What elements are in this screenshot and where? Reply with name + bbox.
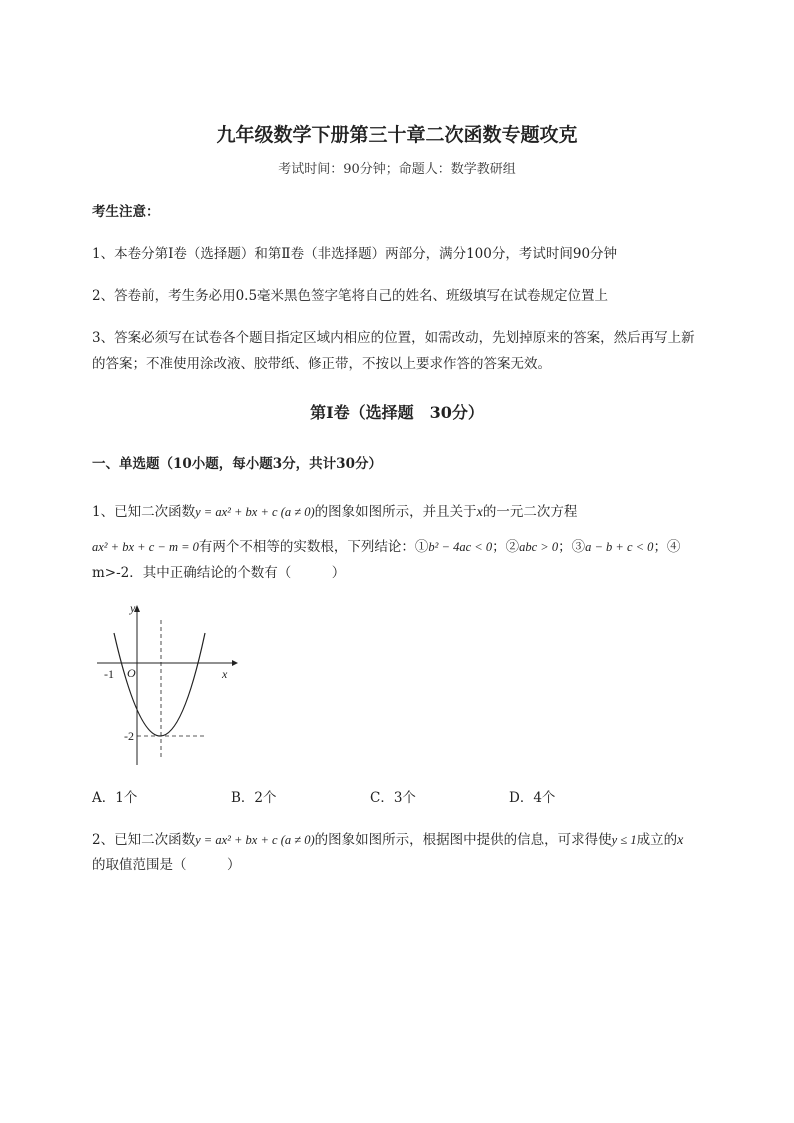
q2-function-formula: y = ax² + bx + c (a ≠ 0): [195, 833, 315, 847]
exam-info: 考试时间：90分钟；命题人：数学教研组: [278, 162, 516, 177]
q1-parabola-graph: [92, 600, 242, 770]
parabola-curve: [114, 633, 205, 736]
page-title: 九年级数学下册第三十章二次函数专题攻克: [216, 124, 578, 146]
q1-line-3: m>-2．其中正确结论的个数有（ ）: [92, 565, 346, 581]
q1-text: 1、已知二次函数: [92, 504, 196, 520]
q1-conclusion-1: b² − 4ac < 0: [428, 540, 493, 554]
q1-option-b[interactable]: B．2个: [231, 790, 277, 806]
x-axis-label: x: [222, 667, 228, 681]
q1-option-c[interactable]: C．3个: [370, 790, 416, 806]
q1-option-a[interactable]: A．1个: [92, 790, 138, 806]
notice-item-3-continued: 的答案；不准使用涂改液、胶带纸、修正带，不按以上要求作答的答案无效。: [92, 356, 551, 372]
section-heading: 第I卷（选择题 30分）: [310, 403, 484, 422]
q2-text: 成立的: [636, 832, 678, 848]
q1-line-2: [92, 535, 680, 555]
q2-line-2: 的取值范围是（ ）: [92, 857, 241, 873]
q2-condition: y ≤ 1: [611, 833, 637, 847]
x-tick-label: -1: [104, 667, 114, 681]
notice-item-2: 2、答卷前，考生务必用0.5毫米黑色签字笔将自己的姓名、班级填写在试卷规定位置上: [92, 288, 609, 304]
q1-line-1: [92, 500, 577, 521]
q2-text: 2、已知二次函数: [92, 832, 196, 848]
q2-line-1: [92, 828, 683, 849]
y-tick-label: -2: [124, 729, 134, 743]
x-axis-arrow: [232, 660, 238, 666]
q1-option-d[interactable]: D．4个: [509, 790, 556, 806]
q1-conclusion-3: a − b + c < 0: [585, 540, 654, 554]
q1-conclusion-2: abc > 0: [519, 540, 559, 554]
q1-text: ；②: [492, 539, 520, 555]
q1-text: 的一元二次方程: [482, 504, 578, 520]
notice-item-3: 3、答案必须写在试卷各个题目指定区域内相应的位置，如需改动，先划掉原来的答案，然后再写上新: [92, 330, 695, 346]
notice-heading: 考生注意：: [92, 204, 160, 220]
notice-item-1: 1、本卷分第I卷（选择题）和第Ⅱ卷（非选择题）两部分，满分100分，考试时间90分钟: [92, 246, 618, 262]
origin-label: O: [127, 666, 136, 680]
q1-text: ；③: [558, 539, 586, 555]
q1-text: 有两个不相等的实数根，下列结论：①: [198, 539, 429, 555]
q1-equation: ax² + bx + c − m = 0: [92, 540, 199, 554]
group-heading: 一、单选题（10小题，每小题3分，共计30分）: [92, 456, 382, 472]
q1-text: ；④: [653, 539, 681, 555]
q1-text: 的图象如图所示，并且关于: [314, 504, 477, 520]
q1-function-formula: y = ax² + bx + c (a ≠ 0): [195, 505, 315, 519]
q2-text: 的图象如图所示，根据图中提供的信息，可求得使: [314, 832, 612, 848]
y-axis-label: y: [130, 601, 136, 615]
q2-variable: x: [677, 833, 684, 848]
q1-variable: x: [476, 505, 483, 520]
